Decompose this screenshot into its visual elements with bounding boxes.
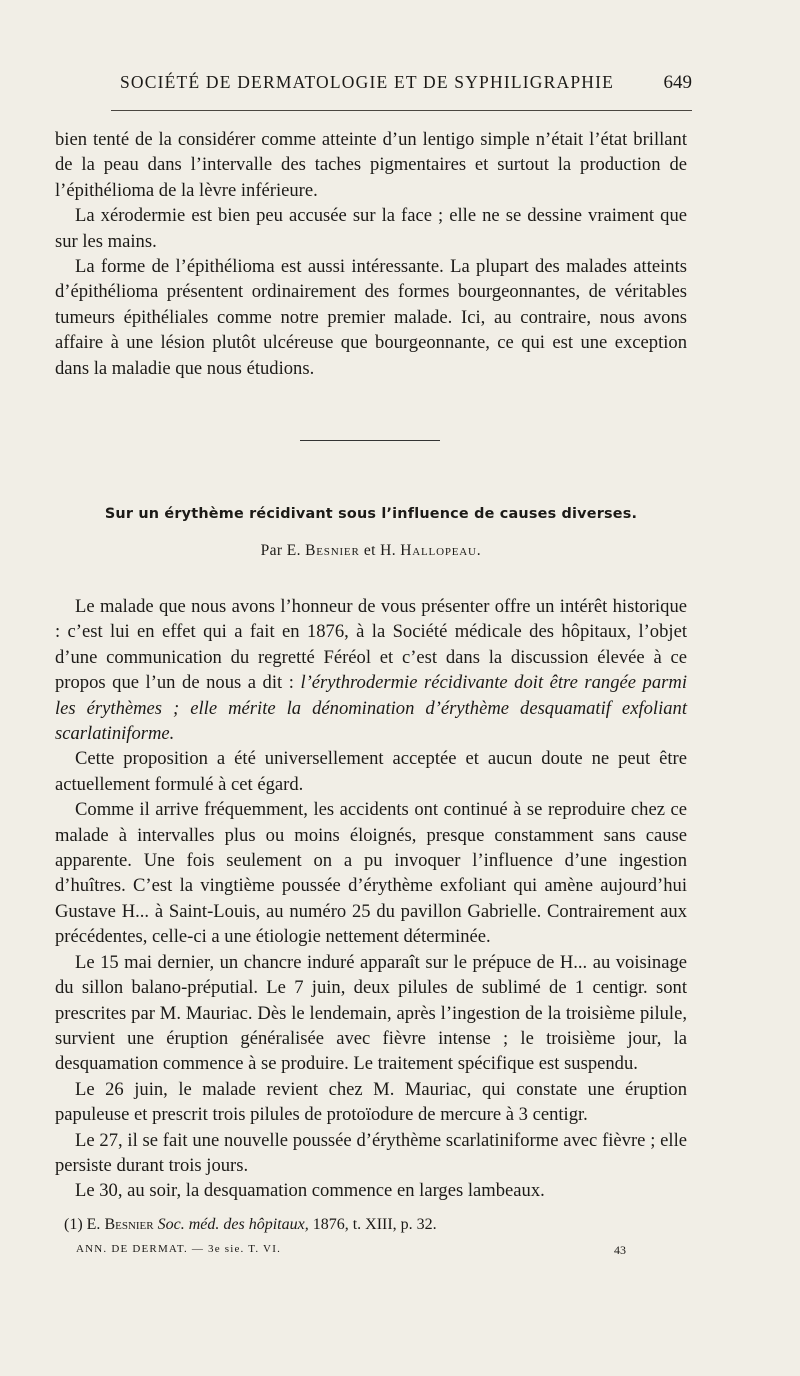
footnote-author: Besnier (104, 1216, 154, 1233)
paragraph: Le 30, au soir, la desquamation commence en larges lambeaux. (75, 1180, 545, 1202)
article-title: Sur un érythème récidivant sous l’influence de causes diverses. (104, 506, 638, 522)
byline-prefix: Par E. (260, 542, 301, 559)
author-name: Hallopeau. (400, 542, 482, 559)
paragraph-text: Le malade que nous avons l’honneur de vous présenter offre un intérêt historique : c’est lui en effet qui a fait en 1876, à la Société médicale des hôpitaux, l’objet d’une communication du regretté Féréol et c’est dans la discussion élevée à ce propos que l’un de nous a dit : (55, 596, 687, 694)
paragraph (55, 594, 687, 746)
paragraph: Comme il arrive fréquemment, les accidents ont continué à se reproduire chez ce malade à intervalles plus ou moins éloignés, presque constamment sans cause apparente. Une fois seulement on a pu invoquer l’influence d’une ingestion d’huîtres. C’est la vingtième poussée d’érythème exfoliant qui amène aujourd’hui Gustave H... à Saint-Louis, au numéro 25 du pavillon Gabrielle. Contrairement aux précédentes, celle-ci a une étiologie nettement déterminée. (55, 799, 687, 948)
page-number: 649 (663, 72, 692, 93)
paragraph: Le 27, il se fait une nouvelle poussée d’érythème scarlatiniforme avec fièvre ; elle persiste durant trois jours. (55, 1129, 687, 1176)
author-name: Besnier (305, 542, 360, 559)
header-rule (111, 110, 692, 111)
byline-middle: et H. (363, 542, 397, 559)
section-separator (300, 440, 440, 441)
running-title: SOCIÉTÉ DE DERMATOLOGIE ET DE SYPHILIGRAPHIE (120, 72, 615, 92)
footnote (64, 1216, 684, 1234)
footnote-reference: 1876, t. XIII, p. 32. (312, 1216, 437, 1233)
previous-article-text (55, 127, 687, 381)
sheet-number: 43 (614, 1243, 626, 1257)
footnote-source: Soc. méd. des hôpitaux, (157, 1216, 309, 1233)
article-byline (55, 542, 687, 560)
signature-text: ANN. DE DERMAT. — 3e sie. T. VI. (76, 1243, 282, 1255)
paragraph: Le 15 mai dernier, un chancre induré apparaît sur le prépuce de H... au voisinage du sillon balano-préputial. Le 7 juin, deux pilules de sublimé de 1 centigr. sont prescrites par M. Mauriac. Dès le lendemain, après l’ingestion de la troisième pilule, survient une éruption généralisée avec fièvre intense ; le troisième jour, la desquamation commence à se produire. Le traitement spécifique est suspendu. (55, 951, 687, 1075)
paragraph: La xérodermie est bien peu accusée sur la face ; elle ne se dessine vraiment que sur les mains. (55, 205, 687, 252)
article-body (55, 594, 687, 1204)
footnote-marker: (1) E. (64, 1216, 101, 1233)
quoted-definition: l’érythrodermie récidivante doit être rangée parmi les érythèmes ; elle mérite la dénomination d’érythème desquamatif exfoliant scarlatiniforme. (55, 672, 687, 745)
paragraph: Le 26 juin, le malade revient chez M. Mauriac, qui constate une éruption papuleuse et prescrit trois pilules de protoïodure de mercure à 3 centigr. (55, 1078, 687, 1126)
printer-signature (76, 1243, 696, 1255)
paragraph: bien tenté de la considérer comme atteinte d’un lentigo simple n’était l’état brillant de la peau dans l’intervalle des taches pigmentaires et surtout la production de l’épithélioma de la lèvre inférieure. (55, 129, 687, 201)
paragraph: La forme de l’épithélioma est aussi intéressante. La plupart des malades atteints d’épithélioma présentent ordinairement des formes bourgeonnantes, de véritables tumeurs épithéliales comme notre premier malade. Ici, au contraire, nous avons affaire à une lésion plutôt ulcéreuse que bourgeonnante, ce qui est une exception dans la maladie que nous étudions. (55, 256, 687, 379)
paragraph: Cette proposition a été universellement acceptée et aucun doute ne peut être actuellement formulé à cet égard. (55, 748, 687, 795)
